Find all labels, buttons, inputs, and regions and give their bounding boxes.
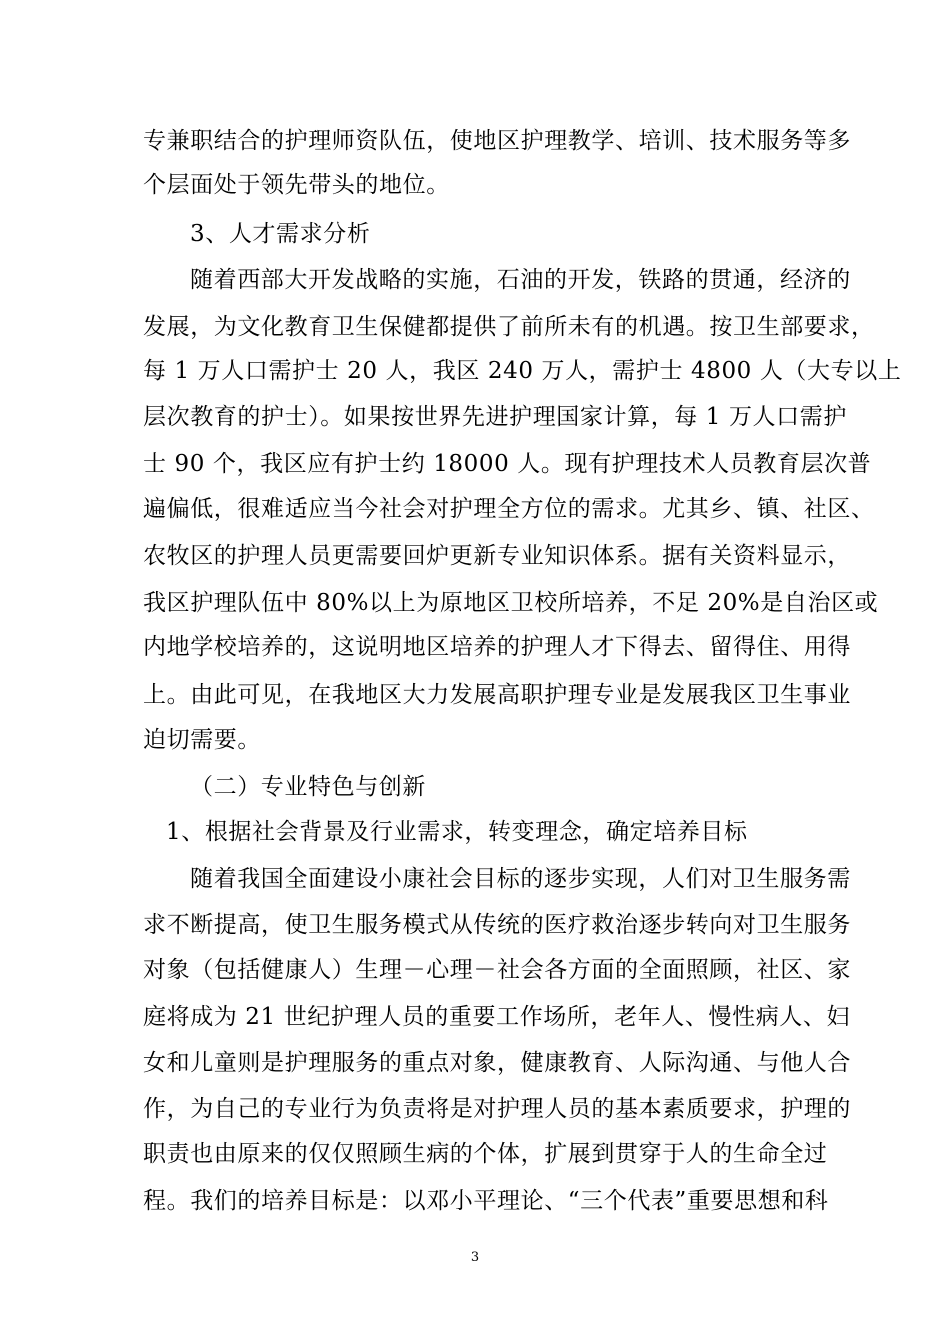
text-line: 个层面处于领先带头的地位。 bbox=[143, 172, 450, 198]
text-line: 程。我们的培养目标是：以邓小平理论、“三个代表”重要思想和科 bbox=[143, 1188, 829, 1214]
text-line: 求不断提高，使卫生服务模式从传统的医疗救治逐步转向对卫生服务 bbox=[143, 912, 851, 938]
text-line: 层次教育的护士）。如果按世界先进护理国家计算，每 1 万人口需护 bbox=[143, 404, 847, 430]
text-line: 每 1 万人口需护士 20 人，我区 240 万人，需护士 4800 人（大专以上 bbox=[143, 358, 902, 384]
text-line: 对象（包括健康人）生理－心理－社会各方面的全面照顾，社区、家 bbox=[143, 957, 851, 983]
subsection-heading: 1、根据社会背景及行业需求，转变理念，确定培养目标 bbox=[166, 819, 748, 845]
text-line: 农牧区的护理人员更需要回炉更新专业知识体系。据有关资料显示， bbox=[143, 543, 851, 569]
text-line: 迫切需要。 bbox=[143, 727, 261, 753]
text-line: 随着西部大开发战略的实施，石油的开发，铁路的贯通，经济的 bbox=[190, 267, 851, 293]
text-line: 士 90 个，我区应有护士约 18000 人。现有护理技术人员教育层次普 bbox=[143, 451, 872, 477]
text-line: 职责也由原来的仅仅照顾生病的个体，扩展到贯穿于人的生命全过 bbox=[143, 1141, 828, 1167]
page-number: 3 bbox=[470, 1250, 480, 1265]
text-line: 作，为自己的专业行为负责将是对护理人员的基本素质要求，护理的 bbox=[143, 1096, 851, 1122]
text-line: 庭将成为 21 世纪护理人员的重要工作场所，老年人、慢性病人、妇 bbox=[143, 1004, 851, 1030]
section-heading: （二）专业特色与创新 bbox=[190, 774, 426, 800]
text-line: 女和儿童则是护理服务的重点对象，健康教育、人际沟通、与他人合 bbox=[143, 1050, 851, 1076]
section-heading: 3、人才需求分析 bbox=[190, 221, 371, 247]
text-line: 上。由此可见，在我地区大力发展高职护理专业是发展我区卫生事业 bbox=[143, 682, 851, 708]
text-line: 发展，为文化教育卫生保健都提供了前所未有的机遇。按卫生部要求， bbox=[143, 314, 875, 340]
text-line: 随着我国全面建设小康社会目标的逐步实现，人们对卫生服务需 bbox=[190, 866, 851, 892]
text-line: 遍偏低，很难适应当今社会对护理全方位的需求。尤其乡、镇、社区、 bbox=[143, 496, 875, 522]
text-line: 内地学校培养的，这说明地区培养的护理人才下得去、留得住、用得 bbox=[143, 634, 851, 660]
text-line: 专兼职结合的护理师资队伍，使地区护理教学、培训、技术服务等多 bbox=[143, 128, 851, 154]
text-line: 我区护理队伍中 80%以上为原地区卫校所培养，不足 20%是自治区或 bbox=[143, 590, 879, 616]
